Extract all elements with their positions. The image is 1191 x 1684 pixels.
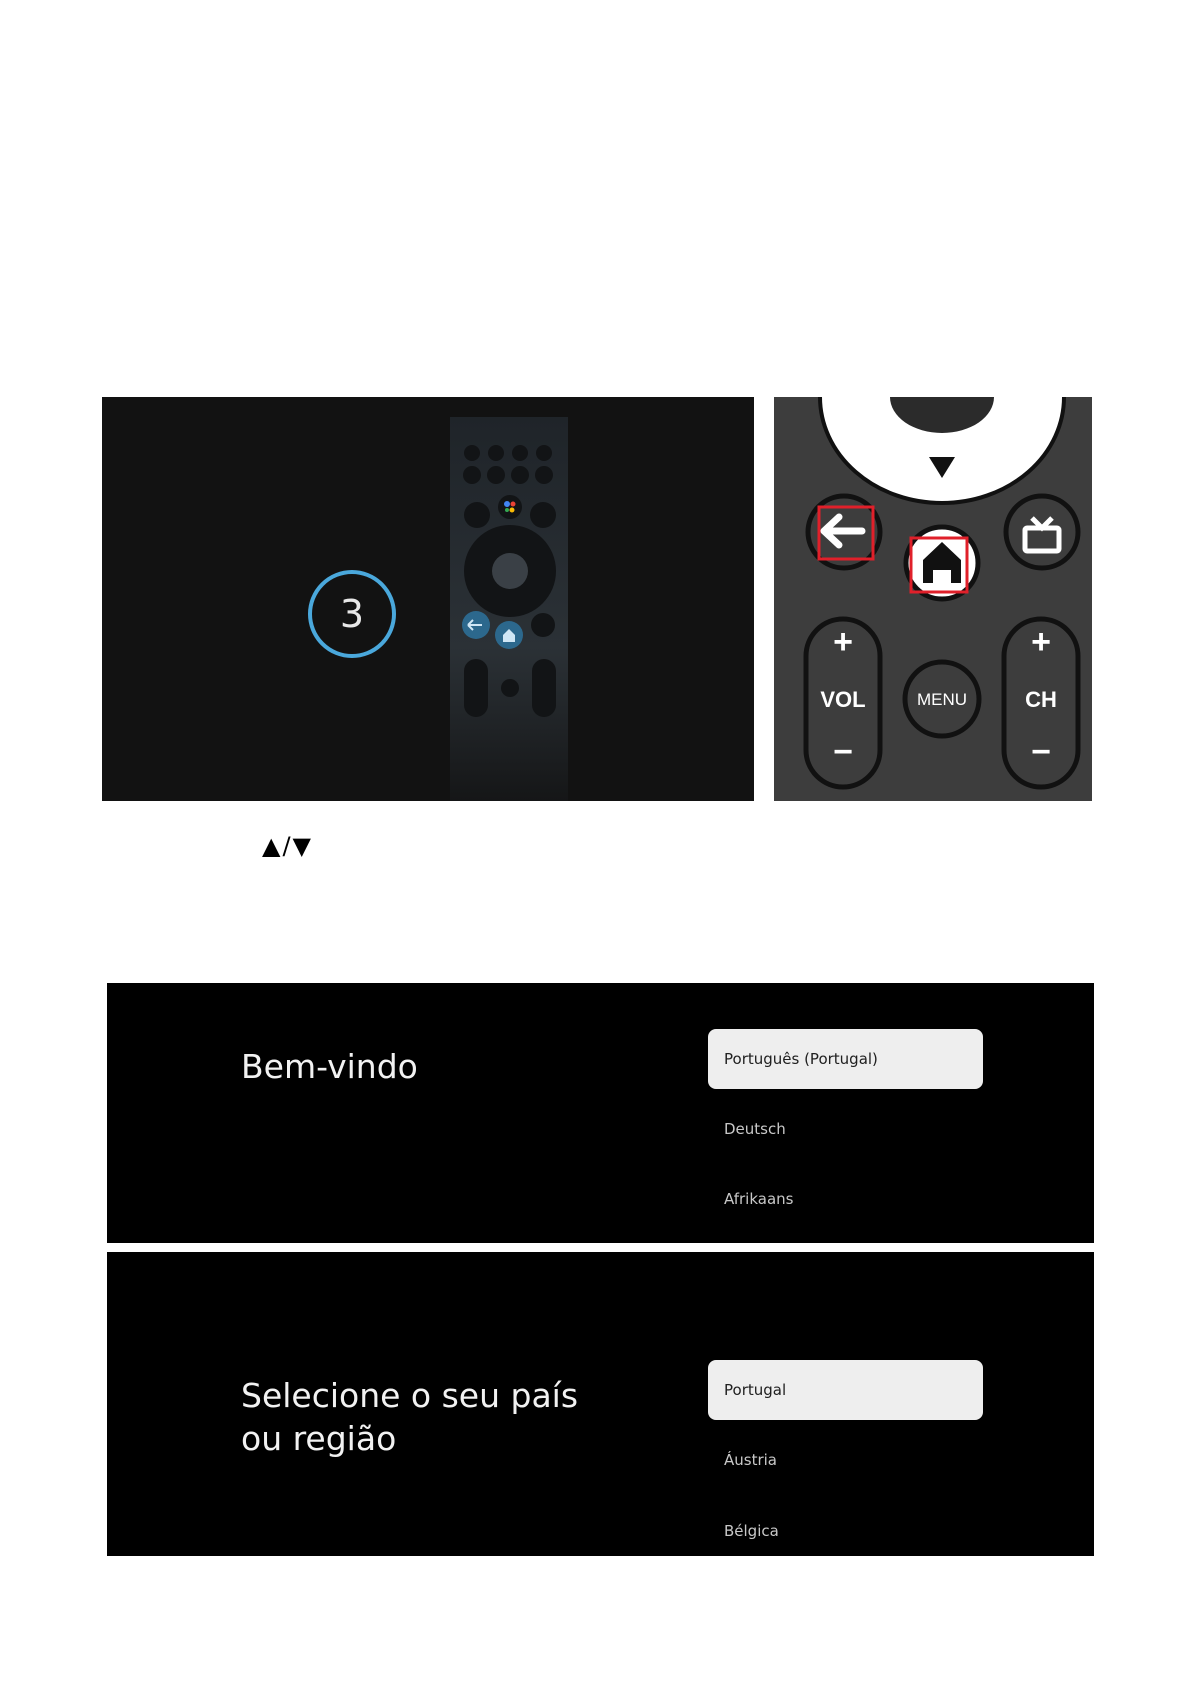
language-option-selected[interactable]: Português (Portugal)	[708, 1029, 983, 1089]
country-option[interactable]: Bélgica	[724, 1522, 779, 1540]
vol-plus-label: +	[833, 623, 853, 661]
country-option-selected[interactable]: Portugal	[708, 1360, 983, 1420]
ch-minus-label: −	[1031, 733, 1051, 771]
countdown-screen-image	[102, 397, 754, 801]
language-option[interactable]: Deutsch	[724, 1120, 786, 1138]
countdown-number: 3	[339, 592, 365, 636]
vol-label: VOL	[820, 687, 866, 712]
ch-label: CH	[1025, 687, 1057, 712]
language-screen-title: Bem-vindo	[241, 1047, 418, 1086]
vol-minus-label: −	[833, 733, 853, 771]
menu-label: MENU	[916, 690, 968, 709]
ch-plus-label: +	[1031, 623, 1051, 661]
country-screen-title: Selecione o seu país ou região	[241, 1376, 579, 1458]
country-selection-screen	[107, 1252, 1094, 1556]
country-option[interactable]: Áustria	[724, 1451, 777, 1469]
language-option[interactable]: Afrikaans	[724, 1190, 794, 1208]
remote-closeup-image	[774, 397, 1092, 801]
remote-illustration	[102, 397, 754, 801]
nav-arrows-text: ▲/▼	[262, 832, 313, 860]
language-selection-screen	[107, 983, 1094, 1243]
